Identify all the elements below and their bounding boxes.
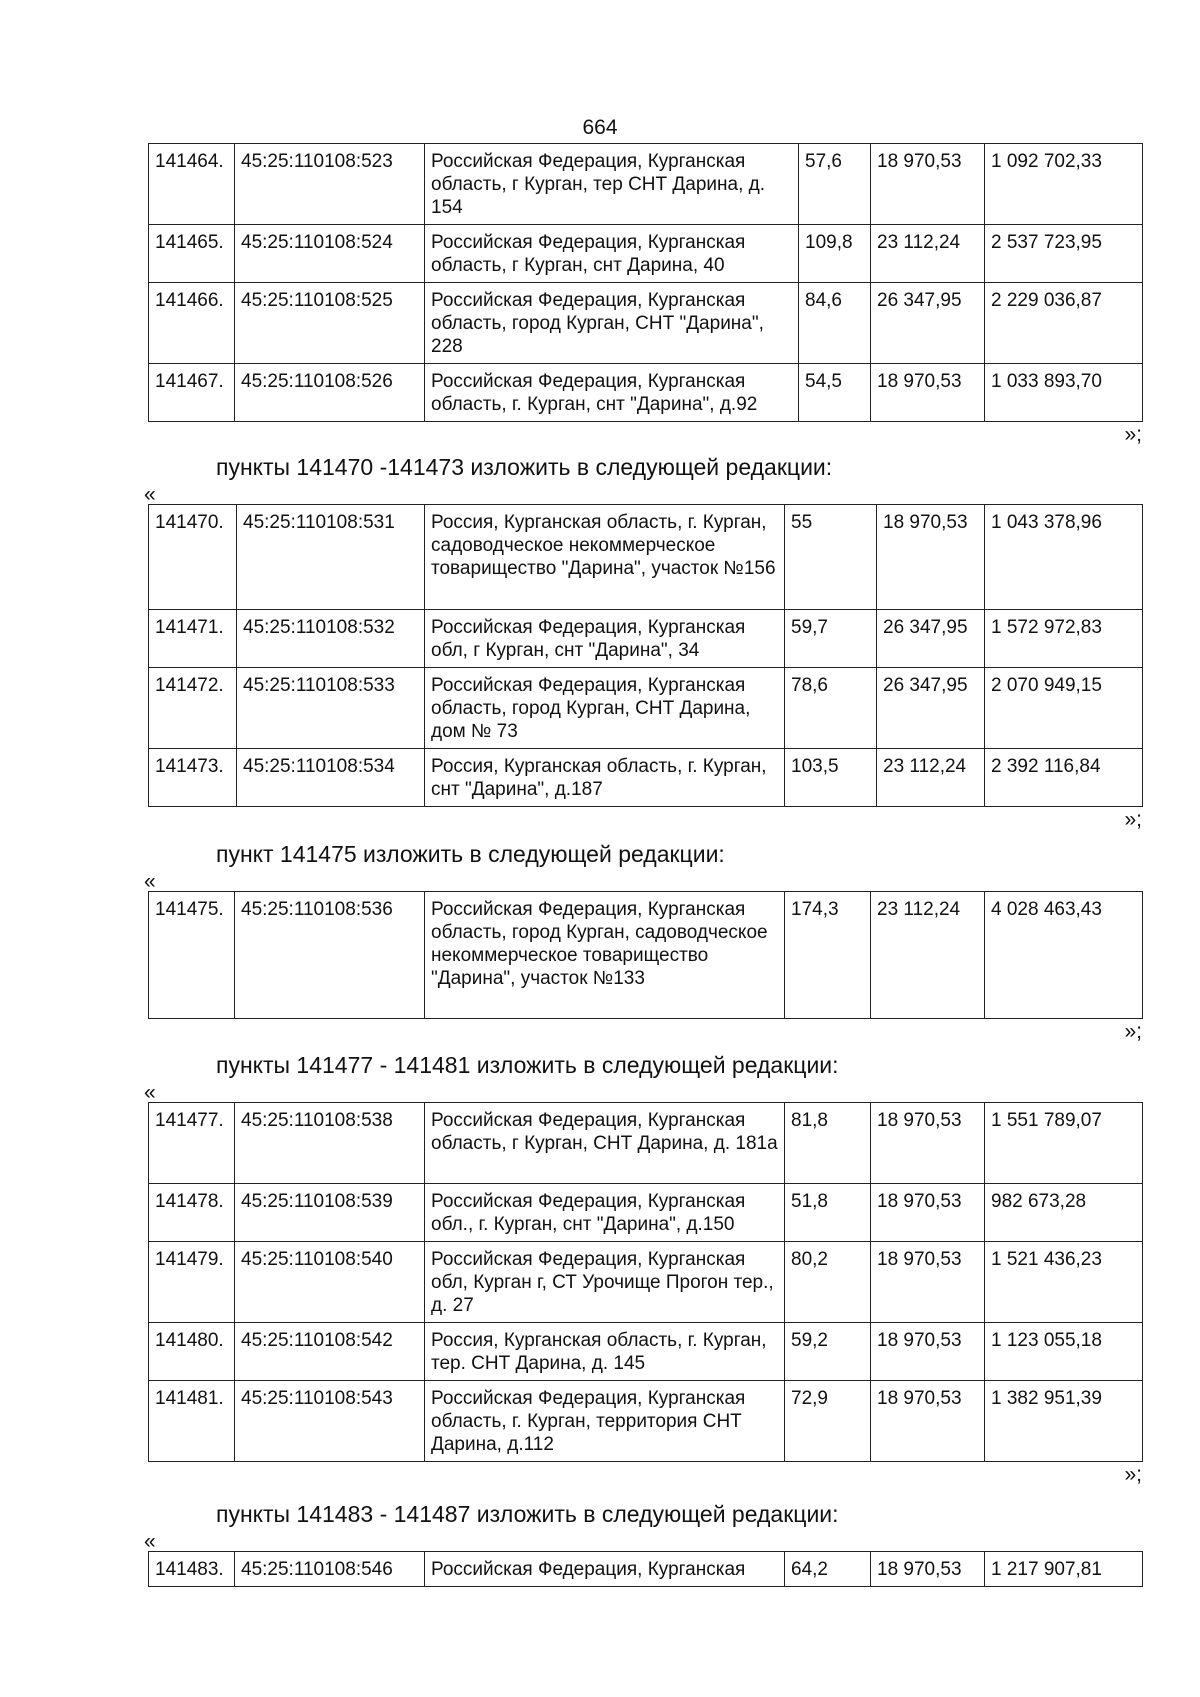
cadastral-number: 45:25:110108:538	[235, 1103, 425, 1184]
section-block-4	[144, 1048, 1142, 1488]
area: 64,2	[785, 1552, 871, 1587]
row-number: 141472.	[149, 668, 237, 749]
row-number: 141480.	[149, 1323, 235, 1381]
cadastral-value: 1 551 789,07	[985, 1103, 1143, 1184]
cadastral-value: 2 392 116,84	[985, 749, 1143, 807]
row-number: 141464.	[149, 144, 235, 225]
table-row	[149, 1184, 1143, 1242]
property-table-4	[148, 1102, 1143, 1462]
address: Российская Федерация, Курганская обл., г. Курган, снт "Дарина", д.150	[425, 1184, 785, 1242]
table-block-1	[148, 143, 1142, 448]
address: Российская Федерация, Курганская обл, Курган г, СТ Урочище Прогон тер., д. 27	[425, 1242, 785, 1323]
address: Российская Федерация, Курганская обл, г Курган, снт "Дарина", 34	[425, 610, 785, 668]
cadastral-number: 45:25:110108:542	[235, 1323, 425, 1381]
area: 51,8	[785, 1184, 871, 1242]
address: Российская Федерация, Курганская область, город Курган, садоводческое некоммерческое товарищество "Дарина", участок №133	[425, 892, 785, 1019]
address: Россия, Курганская область, г. Курган, снт "Дарина", д.187	[425, 749, 785, 807]
section-heading: пункт 141475 изложить в следующей редакции:	[216, 841, 725, 867]
property-table-1	[148, 143, 1143, 422]
area: 57,6	[799, 144, 871, 225]
cadastral-value: 1 092 702,33	[985, 144, 1143, 225]
table-row	[149, 1552, 1143, 1587]
unit-rate: 18 970,53	[871, 1381, 985, 1462]
unit-rate: 23 112,24	[871, 892, 985, 1019]
unit-rate: 26 347,95	[877, 610, 985, 668]
cadastral-value: 1 043 378,96	[985, 505, 1143, 610]
table-row	[149, 668, 1143, 749]
section-block-5	[144, 1497, 1142, 1587]
cadastral-number: 45:25:110108:525	[235, 283, 425, 364]
row-number: 141473.	[149, 749, 237, 807]
unit-rate: 18 970,53	[871, 1323, 985, 1381]
unit-rate: 18 970,53	[871, 144, 985, 225]
cadastral-value: 1 033 893,70	[985, 364, 1143, 422]
unit-rate: 26 347,95	[871, 283, 985, 364]
opening-quote: «	[144, 870, 156, 893]
cadastral-value: 982 673,28	[985, 1184, 1143, 1242]
address: Российская Федерация, Курганская	[425, 1552, 785, 1587]
property-table-3	[148, 891, 1143, 1019]
cadastral-value: 1 217 907,81	[985, 1552, 1143, 1587]
property-table-2	[148, 504, 1143, 807]
section-block-2	[144, 450, 1142, 833]
table-row	[149, 1381, 1143, 1462]
area: 59,2	[785, 1323, 871, 1381]
row-number: 141481.	[149, 1381, 235, 1462]
cadastral-number: 45:25:110108:540	[235, 1242, 425, 1323]
table-row	[149, 610, 1143, 668]
table-row	[149, 283, 1143, 364]
unit-rate: 23 112,24	[877, 749, 985, 807]
row-number: 141478.	[149, 1184, 235, 1242]
cadastral-number: 45:25:110108:533	[237, 668, 425, 749]
area: 55	[785, 505, 877, 610]
area: 80,2	[785, 1242, 871, 1323]
unit-rate: 18 970,53	[877, 505, 985, 610]
cadastral-number: 45:25:110108:539	[235, 1184, 425, 1242]
row-number: 141479.	[149, 1242, 235, 1323]
table-row	[149, 505, 1143, 610]
address: Российская Федерация, Курганская область, г. Курган, снт "Дарина", д.92	[425, 364, 799, 422]
property-table-5	[148, 1551, 1143, 1587]
closing-quote: »;	[1124, 808, 1142, 831]
opening-quote: «	[144, 1081, 156, 1104]
unit-rate: 26 347,95	[877, 668, 985, 749]
area: 54,5	[799, 364, 871, 422]
area: 81,8	[785, 1103, 871, 1184]
address: Россия, Курганская область, г. Курган, садоводческое некоммерческое товарищество "Дарина", участок №156	[425, 505, 785, 610]
cadastral-number: 45:25:110108:526	[235, 364, 425, 422]
area: 78,6	[785, 668, 877, 749]
unit-rate: 18 970,53	[871, 1552, 985, 1587]
row-number: 141470.	[149, 505, 237, 610]
opening-quote: «	[144, 483, 156, 506]
cadastral-number: 45:25:110108:531	[237, 505, 425, 610]
closing-quote: »;	[1124, 423, 1142, 446]
cadastral-number: 45:25:110108:524	[235, 225, 425, 283]
row-number: 141483.	[149, 1552, 235, 1587]
table-row	[149, 749, 1143, 807]
address: Российская Федерация, Курганская область, г Курган, СНТ Дарина, д. 181а	[425, 1103, 785, 1184]
address: Российская Федерация, Курганская область, г Курган, тер СНТ Дарина, д. 154	[425, 144, 799, 225]
area: 59,7	[785, 610, 877, 668]
unit-rate: 18 970,53	[871, 1242, 985, 1323]
row-number: 141466.	[149, 283, 235, 364]
page-number: 664	[582, 116, 618, 139]
area: 84,6	[799, 283, 871, 364]
cadastral-value: 2 537 723,95	[985, 225, 1143, 283]
section-block-3	[144, 837, 1142, 1045]
row-number: 141471.	[149, 610, 237, 668]
row-number: 141475.	[149, 892, 235, 1019]
address: Российская Федерация, Курганская область, город Курган, СНТ Дарина, дом № 73	[425, 668, 785, 749]
cadastral-number: 45:25:110108:546	[235, 1552, 425, 1587]
area: 174,3	[785, 892, 871, 1019]
address: Российская Федерация, Курганская область, г. Курган, территория СНТ Дарина, д.112	[425, 1381, 785, 1462]
cadastral-number: 45:25:110108:532	[237, 610, 425, 668]
address: Россия, Курганская область, г. Курган, тер. СНТ Дарина, д. 145	[425, 1323, 785, 1381]
section-heading: пункты 141477 - 141481 изложить в следующей редакции:	[216, 1052, 839, 1078]
row-number: 141467.	[149, 364, 235, 422]
row-number: 141477.	[149, 1103, 235, 1184]
cadastral-number: 45:25:110108:536	[235, 892, 425, 1019]
table-row	[149, 1242, 1143, 1323]
section-heading: пункты 141470 -141473 изложить в следующей редакции:	[216, 454, 833, 480]
table-row	[149, 225, 1143, 283]
row-number: 141465.	[149, 225, 235, 283]
table-row	[149, 892, 1143, 1019]
cadastral-number: 45:25:110108:543	[235, 1381, 425, 1462]
cadastral-value: 1 521 436,23	[985, 1242, 1143, 1323]
opening-quote: «	[144, 1530, 156, 1553]
unit-rate: 18 970,53	[871, 1184, 985, 1242]
closing-quote: »;	[1124, 1463, 1142, 1486]
unit-rate: 23 112,24	[871, 225, 985, 283]
closing-quote: »;	[1124, 1020, 1142, 1043]
cadastral-value: 2 070 949,15	[985, 668, 1143, 749]
cadastral-number: 45:25:110108:534	[237, 749, 425, 807]
unit-rate: 18 970,53	[871, 364, 985, 422]
area: 109,8	[799, 225, 871, 283]
table-row	[149, 1323, 1143, 1381]
address: Российская Федерация, Курганская область, г Курган, снт Дарина, 40	[425, 225, 799, 283]
address: Российская Федерация, Курганская область, город Курган, СНТ "Дарина", 228	[425, 283, 799, 364]
section-heading: пункты 141483 - 141487 изложить в следующей редакции:	[216, 1501, 839, 1527]
cadastral-value: 2 229 036,87	[985, 283, 1143, 364]
table-row	[149, 144, 1143, 225]
area: 103,5	[785, 749, 877, 807]
cadastral-number: 45:25:110108:523	[235, 144, 425, 225]
cadastral-value: 4 028 463,43	[985, 892, 1143, 1019]
area: 72,9	[785, 1381, 871, 1462]
unit-rate: 18 970,53	[871, 1103, 985, 1184]
table-row	[149, 1103, 1143, 1184]
table-row	[149, 364, 1143, 422]
cadastral-value: 1 382 951,39	[985, 1381, 1143, 1462]
cadastral-value: 1 572 972,83	[985, 610, 1143, 668]
cadastral-value: 1 123 055,18	[985, 1323, 1143, 1381]
